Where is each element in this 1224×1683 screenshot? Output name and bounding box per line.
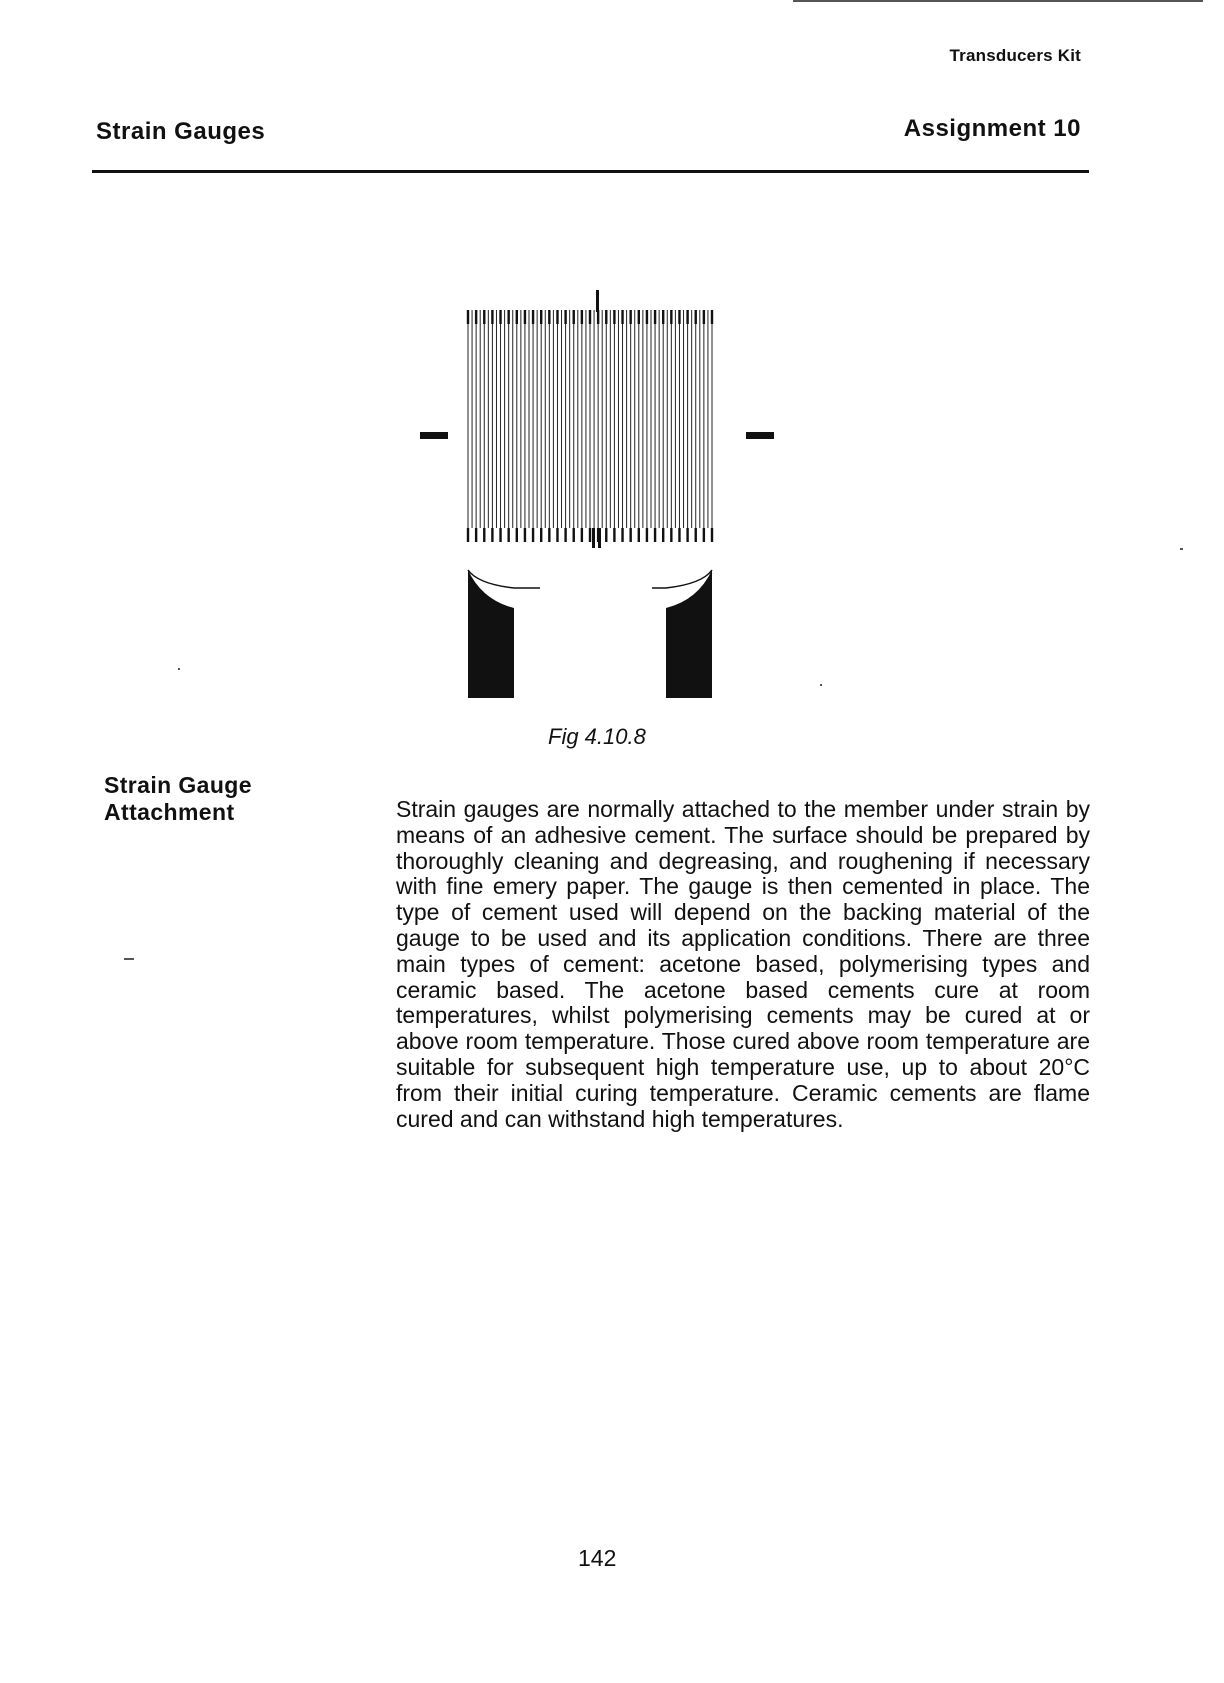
- foil-grid-tick-bottom: [662, 528, 664, 542]
- foil-grid-tick-top: [621, 310, 623, 324]
- foil-grid-tick-bottom: [573, 528, 575, 542]
- solder-tab-left: [468, 570, 514, 698]
- side-heading: [104, 772, 252, 826]
- alignment-mark-top: [596, 290, 599, 312]
- tab-outline-left: [468, 570, 540, 588]
- foil-grid-tick-top: [548, 310, 550, 324]
- kit-title: Transducers Kit: [949, 46, 1081, 65]
- foil-grid-lines: [468, 310, 712, 528]
- foil-grid-tick-bottom: [711, 528, 713, 542]
- assignment-label: Assignment 10: [903, 115, 1081, 142]
- foil-grid-tick-bottom: [532, 528, 534, 542]
- foil-grid-tick-top: [711, 310, 713, 324]
- foil-grid-tick-top: [613, 310, 615, 324]
- foil-grid-tick-top: [686, 310, 688, 324]
- foil-grid-tick-top: [467, 310, 469, 324]
- foil-grid-tick-top: [662, 310, 664, 324]
- foil-grid-tick-bottom: [686, 528, 688, 542]
- foil-grid-tick-top: [629, 310, 631, 324]
- foil-grid-tick-bottom: [475, 528, 477, 542]
- foil-grid-tick-bottom: [564, 528, 566, 542]
- center-split-left: [592, 528, 595, 548]
- header-rule: [92, 170, 1089, 173]
- foil-grid-tick-top: [491, 310, 493, 324]
- foil-grid-tick-bottom: [499, 528, 501, 542]
- foil-grid-tick-bottom: [581, 528, 583, 542]
- foil-grid-tick-bottom: [556, 528, 558, 542]
- foil-grid-tick-bottom: [467, 528, 469, 542]
- foil-grid-tick-bottom: [507, 528, 509, 542]
- foil-grid-tick-bottom: [589, 528, 591, 542]
- foil-grid-tick-top: [524, 310, 526, 324]
- alignment-mark-right: [746, 432, 774, 439]
- solder-tab-right: [666, 570, 712, 698]
- foil-grid-tick-bottom: [629, 528, 631, 542]
- foil-grid-tick-top: [475, 310, 477, 324]
- foil-grid-tick-top: [540, 310, 542, 324]
- foil-grid-tick-bottom: [654, 528, 656, 542]
- foil-grid-tick-top: [507, 310, 509, 324]
- page-number: 142: [578, 1545, 617, 1571]
- strain-gauge-diagram: [420, 288, 790, 708]
- side-heading-line-2: Attachment: [104, 799, 235, 825]
- foil-grid-tick-top: [654, 310, 656, 324]
- foil-grid-tick-top: [703, 310, 705, 324]
- foil-grid-tick-bottom: [524, 528, 526, 542]
- foil-grid-tick-bottom: [548, 528, 550, 542]
- foil-grid-tick-top: [532, 310, 534, 324]
- foil-grid-tick-bottom: [703, 528, 705, 542]
- scan-speck: [178, 668, 180, 670]
- foil-grid-tick-bottom: [695, 528, 697, 542]
- center-split-right: [598, 528, 601, 548]
- foil-grid-tick-top: [638, 310, 640, 324]
- foil-grid-tick-top: [564, 310, 566, 324]
- scan-speck: [1180, 548, 1183, 550]
- foil-grid-tick-bottom: [483, 528, 485, 542]
- foil-grid-tick-bottom: [638, 528, 640, 542]
- strain-gauge-figure: [420, 288, 790, 708]
- top-edge-rule: [793, 0, 1203, 2]
- foil-grid-tick-bottom: [646, 528, 648, 542]
- body-paragraph: Strain gauges are normally attached to the member under strain by means of an adhesive cement. The surface should be prepared by thoroughly cleaning and degreasing, and roughening if necessary with fine emery paper. The gauge is then cemented in place. The type of cement used will depend on the backing material of the gauge to be used and its application conditions. There are three main types of cement: acetone based, polymerising types and ceramic based. The acetone based cements cure at room temperatures, whilst polymerising cements may be cured at or above room temperature. Those cured above room temperature are suitable for subsequent high temperature use, up to about 20°C from their initial curing temperature. Ceramic cements are flame cured and can withstand high temperatures.: [396, 796, 1090, 1132]
- foil-grid-tick-bottom: [670, 528, 672, 542]
- foil-grid-tick-top: [678, 310, 680, 324]
- foil-grid-tick-bottom: [491, 528, 493, 542]
- foil-grid-tick-top: [589, 310, 591, 324]
- section-title: Strain Gauges: [96, 118, 266, 145]
- foil-grid-tick-top: [605, 310, 607, 324]
- foil-grid-tick-top: [597, 310, 599, 324]
- foil-grid-tick-top: [483, 310, 485, 324]
- foil-grid-tick-bottom: [540, 528, 542, 542]
- foil-grid-tick-top: [499, 310, 501, 324]
- side-heading-line-1: Strain Gauge: [104, 772, 252, 798]
- foil-grid-tick-bottom: [621, 528, 623, 542]
- foil-grid-tick-bottom: [605, 528, 607, 542]
- foil-grid-tick-top: [581, 310, 583, 324]
- foil-grid-tick-top: [516, 310, 518, 324]
- foil-grid-tick-top: [670, 310, 672, 324]
- foil-grid-tick-top: [573, 310, 575, 324]
- scan-speck: [124, 958, 134, 960]
- foil-grid-tick-top: [646, 310, 648, 324]
- foil-grid-tick-bottom: [678, 528, 680, 542]
- foil-grid-tick-bottom: [613, 528, 615, 542]
- alignment-mark-left: [420, 432, 448, 439]
- figure-caption: Fig 4.10.8: [548, 724, 646, 749]
- scan-speck: [820, 684, 822, 686]
- foil-grid-tick-bottom: [516, 528, 518, 542]
- foil-grid-tick-top: [556, 310, 558, 324]
- foil-grid-tick-top: [695, 310, 697, 324]
